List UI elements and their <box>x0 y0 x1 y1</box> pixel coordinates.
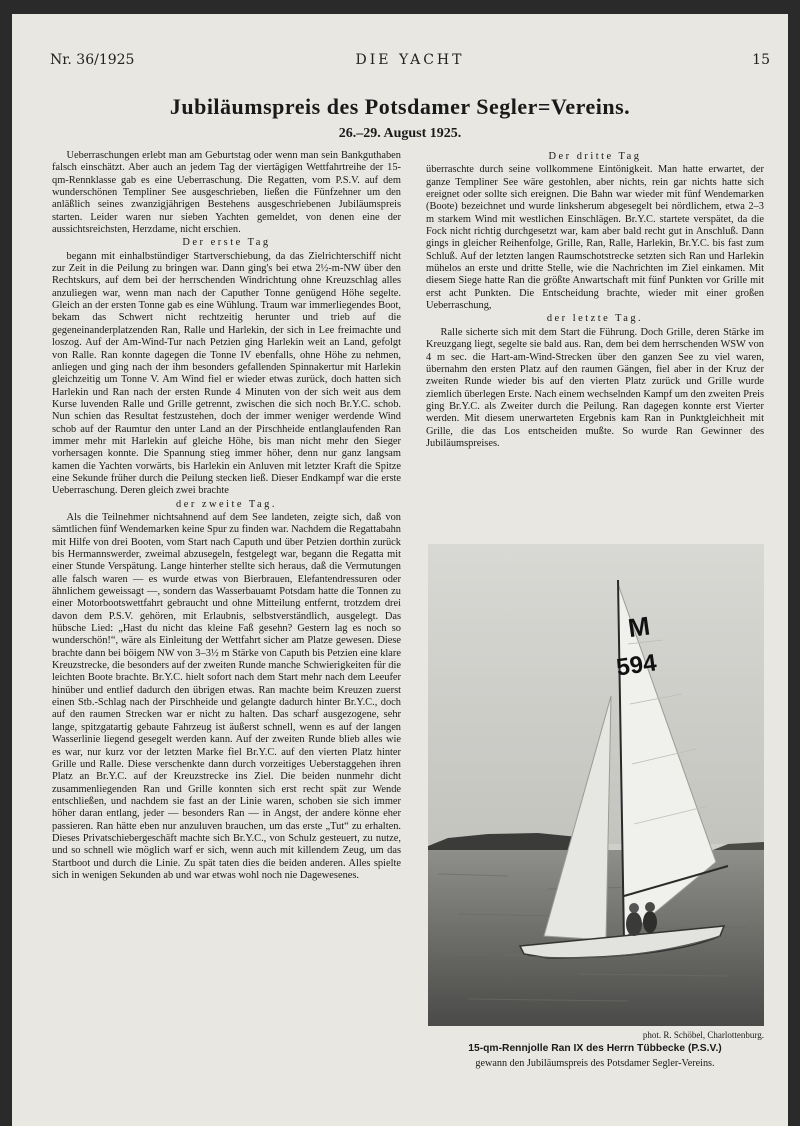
article-title: Jubiläumspreis des Potsdamer Segler=Vereins. <box>169 94 631 119</box>
photo-caption-title: 15-qm-Rennjolle Ran IX des Herrn Tübbecke (P.S.V.) <box>468 1043 722 1054</box>
page-number: 15 <box>752 52 770 68</box>
crew-2 <box>643 911 657 933</box>
sail-letter: M <box>626 610 652 644</box>
section-heading: der letzte Tag. <box>546 313 644 325</box>
left-text-column <box>52 150 401 1090</box>
photo-credit: phot. R. Schöbel, Charlottenburg. <box>642 1030 764 1040</box>
section-heading: Der dritte Tag <box>548 151 642 162</box>
section-heading: der zweite Tag. <box>176 498 277 510</box>
issue-number: Nr. 36/1925 <box>50 52 135 68</box>
sailboat-photo <box>428 544 764 1026</box>
paragraph: Ueberraschungen erlebt man am Geburtstag oder wenn man sein Bankguthaben falsch einschätzt. Aber auch an jedem Tag der viertägigen Wettfahrtreihe der 15-qm-Rennklasse gab es eine Ueberraschung. Die Regatten, vom P.S.V. auf dem wunderschönen Templiner See ausgeschrieben, ließen die Fünfzehner um den anläßlich seines zwanzigjährigen Bestehens ausgeschriebenen Jubiläumspreis starten. Leider waren nur sieben Yachten gemeldet, von denen eine der aussichtsreichsten, Herzdame, nicht erschien. <box>52 150 401 236</box>
page-header <box>50 52 770 72</box>
paragraph: Ralle sicherte sich mit dem Start die Führung. Doch Grille, deren Stärke im Kreuzgang liegt, segelte sie bald aus. Ran, dem bei dem herrschenden WSW von 4 m sec. die Hart-am-Wind-Strecken über den ganzen See zu viel waren, übernahm den ersten Platz auf den raumen Gängen, fiel aber in der Kruz der zweiten Runde wieder bis auf den vierten Platz zurück und Grille wurde ziemlich überlegen Erste. Nach einem wechselnden Kampf um den zweiten Preis ging Br.Y.C. als Zweiter durch die Peilung. Ran dagegen konnte erst Vierter werden. Mit diesem unerwarteten Ergebnis kam Ran in Punktgleichheit mit Grille, die das Los entscheiden mußte. So wurde Ran Gewinner des Jubiläumspreises. <box>426 326 764 449</box>
sail-number: 594 <box>614 649 659 682</box>
crew-1 <box>626 912 642 936</box>
paragraph: überraschte durch seine vollkommene Eintönigkeit. Man hatte erwartet, der ganze Templiner See wäre gestohlen, aber nichts, rein gar nichts hatte sich ereignet oder sollte sich ereignen. Die Bahn war wieder mit fünf Wendemarken (Boote) bezeichnet und wurde linksherum abgesegelt bei nördlichem, etwa 2–3 m starkem Wind mit westlichen Einschlägen. Br.Y.C. startete verspätet, da die Fock nicht richtig durchgesetzt war, kam aber bald recht gut in Anschluß. Dann gings in gleicher Reihenfolge, Grille, Ran, Ralle, Harlekin, Br.Y.C. bis fast zum Schluß. Auf der letzten langen Raumschotstrecke setzten sich Ran und Harlekin mühelos an erste und dritte Stelle, wie die Nachrichten im Ziel einkamen. Mit diesem Siege hatte Ran die größte Anwartschaft mit fünf Punkten vor Grille mit erst acht Punkten. Die Entscheidung brachte, wieder mit einer großen Ueberraschung, <box>426 164 764 312</box>
paragraph: Als die Teilnehmer nichtsahnend auf dem See landeten, zeigte sich, daß von sämtlichen fünf Wendemarken keine Spur zu finden war. Nachdem die Regattabahn mit Hilfe von drei Booten, vom Start nach Caputh und über Petzien dorthin zurück bis Hermannswerder, zweimal abzusegeln, festgelegt war, begann die Regatta mit einer Stunde Verspätung. Lange hinterher stellte sich heraus, daß die Vermutungen alle falsch waren — es wurde etwas von Bierbrauen, Elefantendressuren oder ähnlichem geweissagt —, sondern das Wasserbauamt Potsdam hatte die Tonnen zu einer Motorbootswettfahrt gebraucht und ohne Mitteilung entfernt, trotzdem drei davon dem P.S.V. gehören, mit Erlaubnis, selbstverständlich, ausgelegt. Das hübsche Lied: „Hast du nicht das kleine Faß gesehn? Gestern lag es noch so wunderschön!“, wäre als Einleitung der Wettfahrt sicher am Platze gewesen. Diese brachte dann bei böigem NW von 3–3½ m Stärke von Caputh bis Petzien eine klare Kreuzstrecke, die besonders auf der zweiten Runde manche Schwierigkeiten für die leichten Boote brachte. Br.Y.C. hielt sofort nach dem Start mehr nach dem Leeufer hinüber und entlief dadurch den übrigen etwas. Ran machte beim Kreuzen zuerst einen Stb.-Schlag nach der Pirschheide und gelangte dadurch hinter Br.Y.C., doch auf den raumen Strecken war er nicht zu halten. Das scharf ausgezogene, sehr lange, spitzgatartig gebaute Fahrzeug ist äußerst schnell, wenn es auf der langen Wasserlinie liegend gesegelt werden kann. Auf der zweiten Runde blieb alles wie es war, nur kurz vor der letzten Marke fiel Br.Y.C. auf den vierten Platz hinter Grille und Ralle. Diese verschenkte dann durch vorzeitiges Ueberstaggehen ihren Platz an Br.Y.C. auf der Kreuzstrecke ins Ziel. Die beiden nunmehr dicht zusammenliegenden Ran und Grille konnten sich erst recht spät zur Wende entschließen, und nachdem sie fast an der Linie waren, schoben sie sich immer höher daran entlang, jeder — besonders Ran — in Angst, der andere könne eher passieren. Ran hätte eben nur anzuluven brauchen, um das erste „Tut“ zu erhalten. Dieses Privatschiebergeschäft machte sich Br.Y.C., von Schulz gesteuert, zu nutze, und so schnell wie möglich warf er sich, wenn auch mit killendem Zeug, um das Startboot und durch die Linie. Zu spät taten dies die beiden anderen. Alles spielte sich in wenigen Sekunden ab und war etwas wohl noch nie Dagewesenes. <box>52 511 401 881</box>
right-text-column <box>426 150 764 550</box>
article-date: 26.–29. August 1925. <box>338 126 462 141</box>
magazine-title: DIE YACHT <box>355 52 465 68</box>
paragraph: begann mit einhalbstündiger Startverschiebung, da das Zielrichterschiff nicht zur Zeit in die Peilung zu bringen war. Dann ging's bei etwa 2½-m-NW über den Rechtskurs, auf dem bei der herrschenden Windrichtung ohne Kreuzschlag alles anzuliegen war, wenn man nach der Caputher Tonne genügend Höhe segelte. Gleich an der ersten Tonne gab es eine Wühlung. Traum war immerliegendes Boot, bekam das Schwert nicht rechtzeitig herunter und trieb auf die gegeneinanderplatzenden Ran, Ralle und Harlekin, der sich in Lee freimachte und loszog. Auf der Am-Wind-Tur nach Petzien ging Harlekin weit an Land, gefolgt von Ralle. Ran konnte dagegen die Tonne IV ebenfalls, ohne Höhe zu nehmen, anliegen und ging nach der ihm besonders gefallenden Spinnakertur mit Harlekin gleichzeitig um Tonne V. Am Wind fiel er wieder etwas zurück, doch hatten sich Harlekin und Ran nach der ersten Runde 4 Minuten von der sich weit aus dem Kurse luvenden Ralle und Grille getrennt, zwischen die sich noch Br.Y.C. schob. Nun schien das Resultat festzustehen, doch der immer weniger werdende Wind schob auf der Raumtur den unter Land an der Pirschheide entlanglaufenden Ran immer mehr mit Harlekin auf gleiche Höhe, bis man nicht mehr den Sieger vorhersagen konnte. Die Spannung stieg immer höher, denn nur ganz langsam kamen die Yachten vorwärts, bis Harlekin ein Anluven mit letzter Kraft die Spitze eine Sekunde früher durch die Peilung stecken ließ. Dieser Endkampf war die erste Ueberraschung. Deren gleich zwei brachte <box>52 250 401 497</box>
photo-caption: gewann den Jubiläumspreis des Potsdamer Segler-Vereins. <box>475 1058 715 1069</box>
section-heading: Der erste Tag <box>182 237 271 249</box>
magazine-page <box>12 14 788 1126</box>
